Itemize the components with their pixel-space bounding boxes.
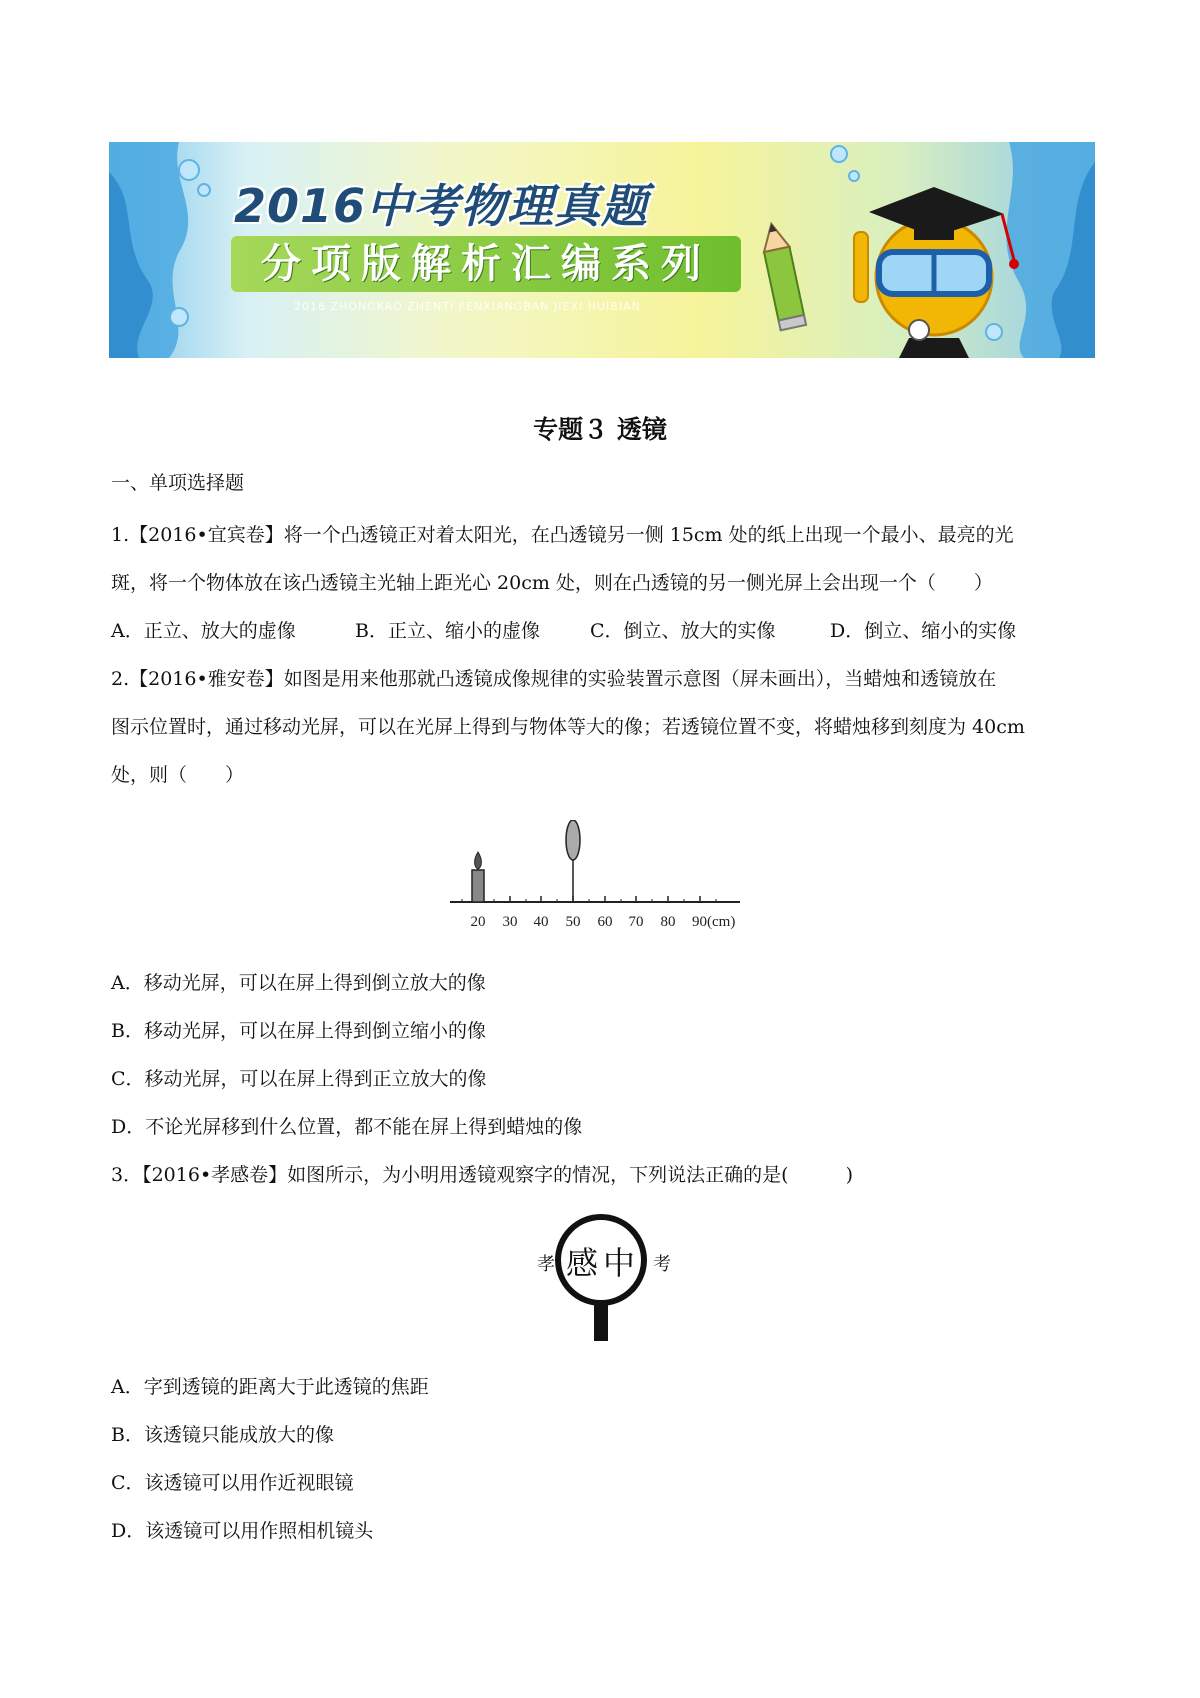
char-outside-right: 考	[653, 1254, 671, 1275]
q3-text-line-1: 3．【2016•孝感卷】如图所示，为小明用透镜观察字的情况，下列说法正确的是( )	[111, 1164, 853, 1186]
q2-text-line-3: 处，则（ ）	[111, 764, 245, 786]
document-title: 专题３ 透镜	[533, 415, 667, 444]
banner-title: 2016中考物理真题	[234, 179, 649, 233]
q1-option-c: C．倒立、放大的实像	[590, 620, 776, 642]
banner-subtitle: 分项版解析汇编系列	[231, 236, 741, 292]
q3-option-d: D．该透镜可以用作照相机镜头	[111, 1520, 374, 1542]
q3-option-b: B．该透镜只能成放大的像	[111, 1424, 334, 1446]
banner-pinyin: 2016 ZHONGKAO ZHENTI FENXIANGBAN JIEXI HUIBIAN	[294, 300, 641, 313]
char-magnified-right: 中	[603, 1244, 636, 1282]
convex-lens-icon	[566, 820, 580, 902]
header-banner	[109, 142, 1095, 358]
char-magnified-left: 感	[566, 1244, 599, 1282]
section-heading: 一、单项选择题	[111, 472, 245, 494]
tick-label: 50	[565, 914, 581, 930]
q3-option-c: C．该透镜可以用作近视眼镜	[111, 1472, 354, 1494]
q1-option-d: D．倒立、缩小的实像	[830, 620, 1017, 642]
q2-option-b: B．移动光屏，可以在屏上得到倒立缩小的像	[111, 1020, 486, 1042]
q1-text-line-1: 1.【2016•宜宾卷】将一个凸透镜正对着太阳光，在凸透镜另一侧 15cm 处的纸上出现一个最小、最亮的光	[111, 524, 1014, 546]
char-outside-left: 孝	[537, 1254, 555, 1275]
q2-text-line-1: 2.【2016•雅安卷】如图是用来他那就凸透镜成像规律的实验装置示意图（屏未画出），当蜡烛和透镜放在	[111, 668, 997, 690]
tick-label: 80	[660, 914, 676, 930]
candle-icon	[472, 852, 484, 902]
q2-option-d: D．不论光屏移到什么位置，都不能在屏上得到蜡烛的像	[111, 1116, 583, 1138]
tick-label: 60	[597, 914, 613, 930]
tick-label: 90(cm)	[692, 914, 736, 930]
magnifier-figure	[525, 1212, 685, 1347]
tick-label: 70	[628, 914, 644, 930]
tick-label: 30	[502, 914, 518, 930]
q1-option-b: B．正立、缩小的虚像	[355, 620, 540, 642]
q2-option-c: C．移动光屏，可以在屏上得到正立放大的像	[111, 1068, 487, 1090]
q1-option-a: A．正立、放大的虚像	[111, 620, 296, 642]
tick-label: 40	[533, 914, 549, 930]
tick-label: 20	[470, 914, 486, 930]
q2-text-line-2: 图示位置时，通过移动光屏，可以在光屏上得到与物体等大的像；若透镜位置不变，将蜡烛移到刻度为 40cm	[111, 716, 1025, 738]
q1-text-line-2: 斑，将一个物体放在该凸透镜主光轴上距光心 20cm 处，则在凸透镜的另一侧光屏上会出现一个（ ）	[111, 572, 993, 594]
q3-option-a: A．字到透镜的距离大于此透镜的焦距	[111, 1376, 429, 1398]
q2-option-a: A．移动光屏，可以在屏上得到倒立放大的像	[111, 972, 486, 994]
optical-bench-figure	[440, 820, 780, 940]
